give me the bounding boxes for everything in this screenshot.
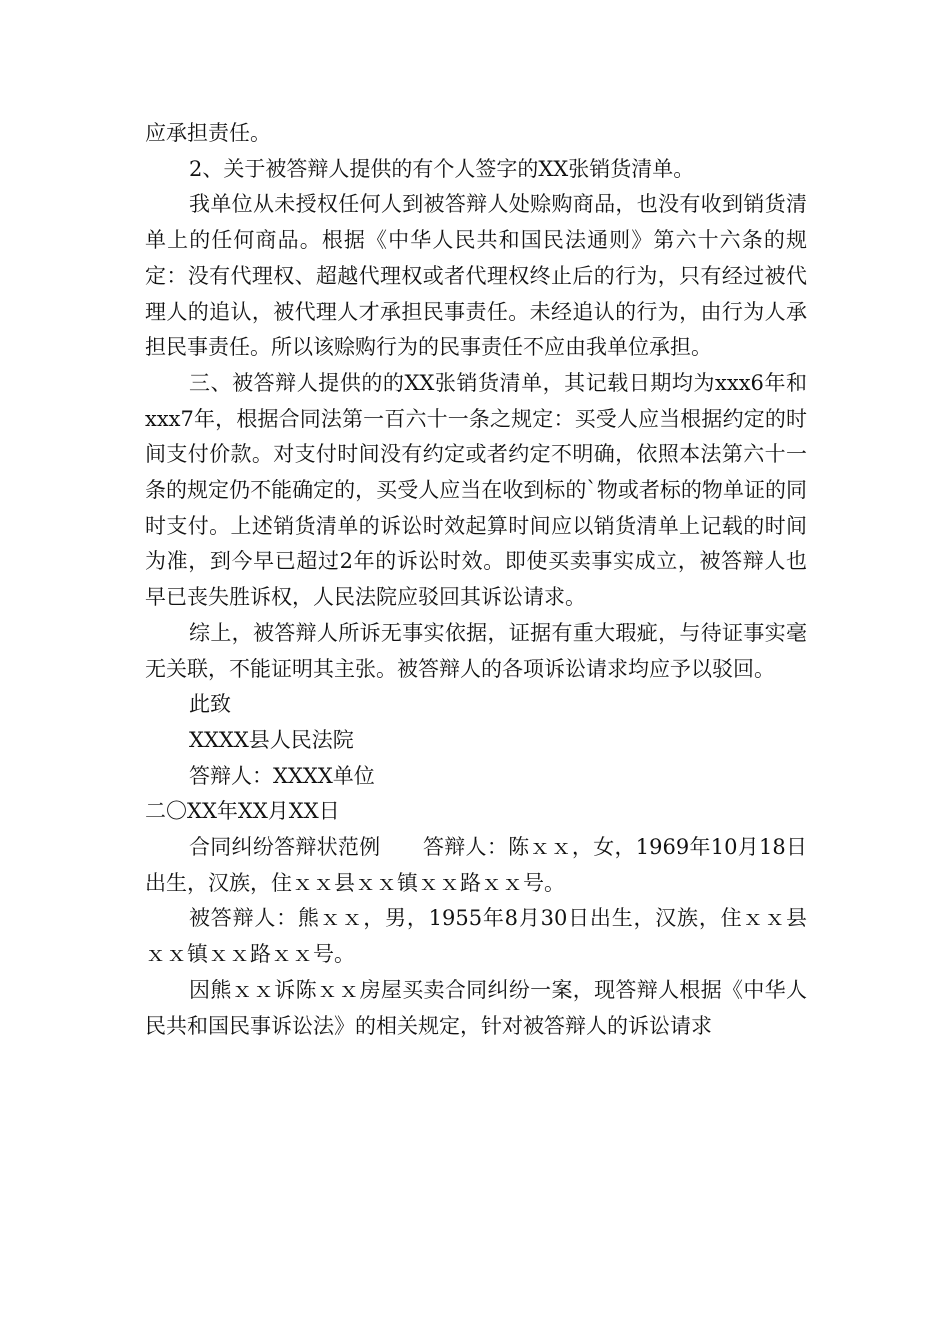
paragraph-3: 我单位从未授权任何人到被答辩人处赊购商品，也没有收到销货清单上的任何商品。根据《中华人民共和国民法通则》第六十六条的规定：没有代理权、超越代理权或者代理权终止后的行为，只有经过被代理人的追认，被代理人才承担民事责任。未经追认的行为，由行为人承担民事责任。所以该赊购行为的民事责任不应由我单位承担。 (145, 192, 807, 360)
recipient-court: XXXX县人民法院 (189, 727, 354, 752)
paragraph-4: 三、被答辩人提供的的XX张销货清单，其记载日期均为xxx6年和xxx7年，根据合同法第一百六十一条之规定：买受人应当根据约定的时间支付价款。对支付时间没有约定或者约定不明确，依照本法第六十一条的规定仍不能确定的，买受人应当在收到标的`物或者标的物单证的同时支付。上述销货清单的诉讼时效起算时间应以销货清单上记载的时间为准，到今早已超过2年的诉讼时效。即使买卖事实成立，被答辩人也早已丧失胜诉权，人民法院应驳回其诉讼请求。 (145, 370, 807, 610)
paragraph-6: 合同纠纷答辩状范例 答辩人：陈ｘｘ，女，1969年10月18日出生，汉族，住ｘｘ县ｘｘ镇ｘｘ路ｘｘ号。 (145, 835, 807, 895)
paragraph-2: 2、关于被答辩人提供的有个人签字的XX张销货清单。 (189, 156, 695, 181)
respondent-signature: 答辩人：XXXX单位 (189, 763, 375, 788)
paragraph-8: 因熊ｘｘ诉陈ｘｘ房屋买卖合同纠纷一案，现答辩人根据《中华人民共和国民事诉讼法》的相关规定，针对被答辩人的诉讼请求 (145, 977, 807, 1038)
paragraph-7: 被答辩人：熊ｘｘ，男，1955年8月30日出生，汉族，住ｘｘ县ｘｘ镇ｘｘ路ｘｘ号。 (145, 906, 807, 967)
document-date: 二〇XX年XX月XX日 (145, 799, 340, 824)
paragraph-5: 综上，被答辩人所诉无事实依据，证据有重大瑕疵，与待证事实毫无关联，不能证明其主张。被答辩人的各项诉讼请求均应予以驳回。 (145, 620, 807, 681)
salutation-line: 此致 (189, 692, 231, 717)
paragraph-1: 应承担责任。 (145, 121, 271, 145)
document-body (145, 116, 807, 1044)
